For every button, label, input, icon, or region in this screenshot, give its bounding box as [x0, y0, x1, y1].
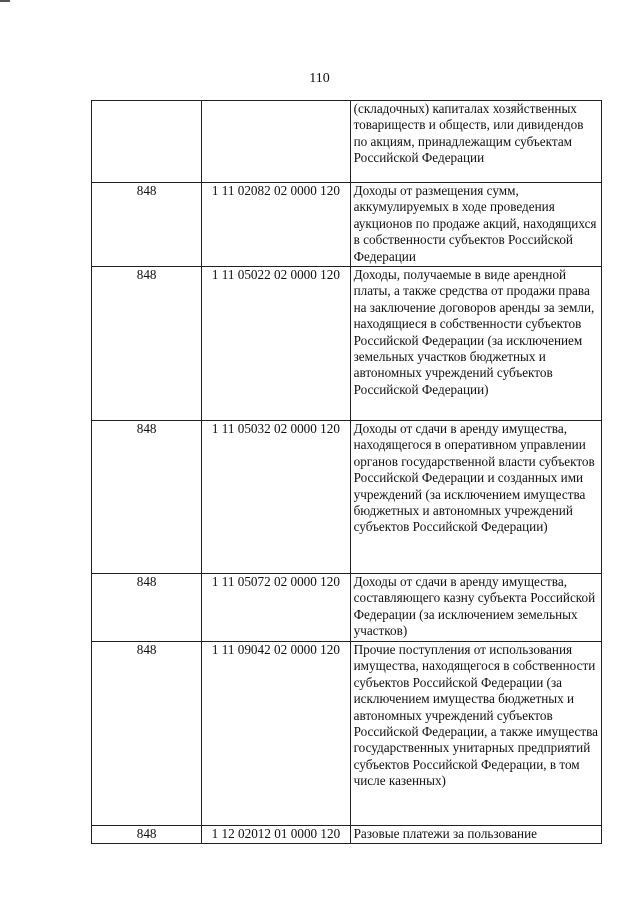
table-row	[92, 574, 602, 642]
revenue-code-cell: 1 12 02012 01 0000 120	[202, 826, 350, 844]
admin-code-cell: 848	[92, 826, 202, 844]
scan-corner-mark	[0, 0, 10, 2]
table-row	[92, 421, 602, 574]
revenue-code-cell: 1 11 05022 02 0000 120	[202, 267, 350, 421]
admin-code-cell: 848	[92, 574, 202, 642]
description-cell: Доходы от размещения сумм, аккумулируемых в ходе проведения аукционов по продаже акций, находящихся в собственности субъектов Российской Федерации	[350, 183, 601, 267]
description-cell: Доходы от сдачи в аренду имущества, находящегося в оперативном управлении органов государственной власти субъектов Российской Федерации и созданных ими учреждений (за исключением имущества бюджетных и автономных учреждений субъектов Российской Федерации)	[350, 421, 601, 574]
table-row	[92, 826, 602, 844]
table-row	[92, 267, 602, 421]
revenue-code-cell: 1 11 02082 02 0000 120	[202, 183, 350, 267]
page-number: 110	[309, 71, 330, 86]
revenue-codes-table	[91, 100, 602, 844]
admin-code-cell: 848	[92, 267, 202, 421]
admin-code-cell: 848	[92, 642, 202, 826]
admin-code-cell: 848	[92, 421, 202, 574]
table-row	[92, 101, 602, 183]
admin-code-cell	[92, 101, 202, 183]
revenue-code-cell	[202, 101, 350, 183]
description-cell: (складочных) капиталах хозяйственных товариществ и обществ, или дивидендов по акциям, принадлежащим субъектам Российской Федерации	[350, 101, 601, 183]
description-cell: Разовые платежи за пользование	[350, 826, 601, 844]
description-cell: Доходы от сдачи в аренду имущества, составляющего казну субъекта Российской Федерации (за исключением земельных участков)	[350, 574, 601, 642]
table-row	[92, 183, 602, 267]
revenue-code-cell: 1 11 05072 02 0000 120	[202, 574, 350, 642]
description-cell: Прочие поступления от использования имущества, находящегося в собственности субъектов Российской Федерации (за исключением имущества бюджетных и автономных учреждений субъектов Российской Федерации, а также имущества государственных унитарных предприятий субъектов Российской Федерации, в том числе казенных)	[350, 642, 601, 826]
admin-code-cell: 848	[92, 183, 202, 267]
description-cell: Доходы, получаемые в виде арендной платы, а также средства от продажи права на заключение договоров аренды за земли, находящиеся в собственности субъектов Российской Федерации (за исключением земельных участков бюджетных и автономных учреждений субъектов Российской Федерации)	[350, 267, 601, 421]
revenue-code-cell: 1 11 05032 02 0000 120	[202, 421, 350, 574]
revenue-code-cell: 1 11 09042 02 0000 120	[202, 642, 350, 826]
table-row	[92, 642, 602, 826]
